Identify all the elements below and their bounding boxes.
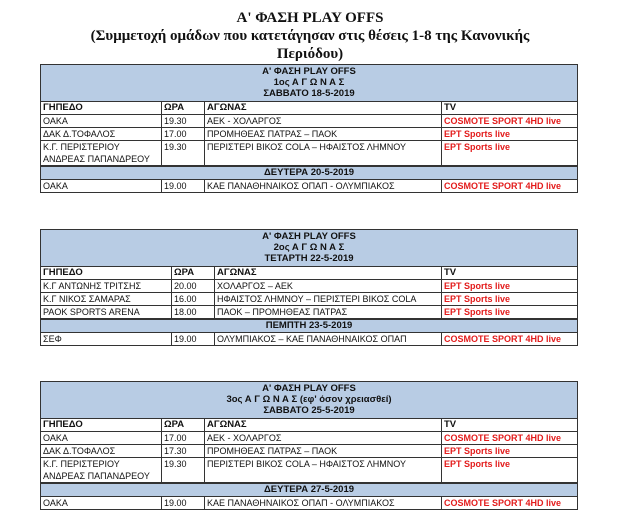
block-round: 1ος Α Γ Ω Ν Α Σ bbox=[273, 77, 345, 88]
col-venue: ΓΗΠΕΔΟ bbox=[41, 102, 162, 114]
header-subtitle-line2: Περιόδου) bbox=[276, 46, 344, 62]
block-heading bbox=[41, 382, 577, 419]
match-cell: ΠΑΟΚ – ΠΡΟΜΗΘΕΑΣ ΠΑΤΡΑΣ bbox=[215, 306, 442, 318]
time-cell: 19.00 bbox=[162, 180, 205, 192]
time-cell: 19.30 bbox=[162, 141, 205, 165]
tv-cell: COSMOTE SPORT 4HD live bbox=[444, 433, 562, 443]
col-time: ΩΡΑ bbox=[162, 102, 205, 114]
table-header-row bbox=[41, 267, 577, 280]
time-cell: 19.00 bbox=[162, 497, 205, 509]
table-row bbox=[41, 128, 577, 141]
table-row bbox=[41, 445, 577, 458]
time-cell: 17.00 bbox=[162, 128, 205, 140]
tv-cell: ΕΡΤ Sports live bbox=[444, 307, 511, 317]
venue-cell bbox=[41, 141, 162, 165]
tv-cell: COSMOTE SPORT 4HD live bbox=[444, 498, 562, 508]
table-row bbox=[41, 497, 577, 509]
col-tv: TV bbox=[444, 419, 457, 430]
match-cell: ΚΑΕ ΠΑΝΑΘΗΝΑΙΚΟΣ ΟΠΑΠ - ΟΛΥΜΠΙΑΚΟΣ bbox=[205, 497, 442, 509]
block-title: Α' ΦΑΣΗ PLAY OFFS bbox=[262, 231, 356, 242]
table-row bbox=[41, 280, 577, 293]
venue-cell: ΟΑΚΑ bbox=[41, 180, 162, 192]
table-row bbox=[41, 333, 577, 345]
col-venue: ΓΗΠΕΔΟ bbox=[41, 419, 162, 431]
match-cell: ΠΡΟΜΗΘΕΑΣ ΠΑΤΡΑΣ – ΠΑΟΚ bbox=[205, 128, 442, 140]
venue-cell: Κ.Γ ΑΝΤΩΝΗΣ ΤΡΙΤΣΗΣ bbox=[41, 280, 172, 292]
table-header-row bbox=[41, 419, 577, 432]
page-header bbox=[0, 10, 620, 63]
match-cell: ΠΕΡΙΣΤΕΡΙ ΒΙΚΟΣ COLA – ΗΦΑΙΣΤΟΣ ΛΗΜΝΟΥ bbox=[205, 458, 442, 482]
table-row bbox=[41, 293, 577, 306]
time-cell: 19.30 bbox=[162, 115, 205, 127]
time-cell: 16.00 bbox=[172, 293, 215, 305]
table-row bbox=[41, 141, 577, 166]
venue-cell: ΟΑΚΑ bbox=[41, 432, 162, 444]
venue-cell: ΔΑΚ Δ.ΤΟΦΑΛΟΣ bbox=[41, 445, 162, 457]
table-row bbox=[41, 180, 577, 192]
tv-cell: ΕΡΤ Sports live bbox=[444, 281, 511, 291]
venue-cell bbox=[41, 458, 162, 482]
tv-cell: ΕΡΤ Sports live bbox=[444, 142, 511, 152]
col-match: ΑΓΩΝΑΣ bbox=[215, 267, 442, 279]
match-cell: ΠΡΟΜΗΘΕΑΣ ΠΑΤΡΑΣ – ΠΑΟΚ bbox=[205, 445, 442, 457]
block-heading bbox=[41, 65, 577, 102]
block-day: ΣΑΒΒΑΤΟ 25-5-2019 bbox=[263, 405, 355, 416]
day-heading: ΠΕΜΠΤΗ 23-5-2019 bbox=[41, 319, 577, 333]
match-cell: ΧΟΛΑΡΓΟΣ – ΑΕΚ bbox=[215, 280, 442, 292]
col-match: ΑΓΩΝΑΣ bbox=[205, 102, 442, 114]
time-cell: 18.00 bbox=[172, 306, 215, 318]
col-tv: TV bbox=[444, 102, 457, 113]
tv-cell: ΕΡΤ Sports live bbox=[444, 459, 511, 469]
venue-cell: ΣΕΦ bbox=[41, 333, 172, 345]
header-subtitle-line1: (Συμμετοχή ομάδων που κατετάγησαν στις θέσεις 1-8 της Κανονικής bbox=[90, 28, 530, 44]
block-round: 3ος Α Γ Ω Ν Α Σ (εφ' όσον χρειασθεί) bbox=[226, 394, 392, 405]
col-tv: TV bbox=[444, 267, 457, 278]
table-row bbox=[41, 432, 577, 445]
tv-cell: COSMOTE SPORT 4HD live bbox=[444, 334, 562, 344]
match-cell: ΑΕΚ - ΧΟΛΑΡΓΟΣ bbox=[205, 432, 442, 444]
block-title: Α' ΦΑΣΗ PLAY OFFS bbox=[262, 66, 356, 77]
venue-line2: ΑΝΔΡΕΑΣ ΠΑΠΑΝΔΡΕΟΥ bbox=[43, 154, 150, 164]
time-cell: 17.30 bbox=[162, 445, 205, 457]
match-cell: ΠΕΡΙΣΤΕΡΙ ΒΙΚΟΣ COLA – ΗΦΑΙΣΤΟΣ ΛΗΜΝΟΥ bbox=[205, 141, 442, 165]
block-heading bbox=[41, 230, 577, 267]
block-title: Α' ΦΑΣΗ PLAY OFFS bbox=[262, 383, 356, 394]
table-header-row bbox=[41, 102, 577, 115]
table-row bbox=[41, 115, 577, 128]
tv-cell: ΕΡΤ Sports live bbox=[444, 129, 511, 139]
schedule-block-2 bbox=[40, 229, 578, 346]
match-cell: ΑΕΚ - ΧΟΛΑΡΓΟΣ bbox=[205, 115, 442, 127]
time-cell: 20.00 bbox=[172, 280, 215, 292]
venue-cell: ΟΑΚΑ bbox=[41, 115, 162, 127]
col-match: ΑΓΩΝΑΣ bbox=[205, 419, 442, 431]
day-heading: ΔΕΥΤΕΡΑ 27-5-2019 bbox=[41, 483, 577, 497]
tv-cell: ΕΡΤ Sports live bbox=[444, 446, 511, 456]
col-venue: ΓΗΠΕΔΟ bbox=[41, 267, 172, 279]
match-cell: ΚΑΕ ΠΑΝΑΘΗΝΑΙΚΟΣ ΟΠΑΠ - ΟΛΥΜΠΙΑΚΟΣ bbox=[205, 180, 442, 192]
venue-cell: ΟΑΚΑ bbox=[41, 497, 162, 509]
time-cell: 17.00 bbox=[162, 432, 205, 444]
venue-line1: Κ.Γ. ΠΕΡΙΣΤΕΡΙΟΥ bbox=[43, 142, 120, 152]
col-time: ΩΡΑ bbox=[172, 267, 215, 279]
table-row bbox=[41, 306, 577, 319]
block-day: ΣΑΒΒΑΤΟ 18-5-2019 bbox=[263, 88, 355, 99]
schedule-block-3 bbox=[40, 381, 578, 510]
venue-cell: ΔΑΚ Δ.ΤΟΦΑΛΟΣ bbox=[41, 128, 162, 140]
schedule-block-1 bbox=[40, 64, 578, 193]
tv-cell: COSMOTE SPORT 4HD live bbox=[444, 181, 562, 191]
tv-cell: ΕΡΤ Sports live bbox=[444, 294, 511, 304]
venue-cell: Κ.Γ ΝΙΚΟΣ ΣΑΜΑΡΑΣ bbox=[41, 293, 172, 305]
time-cell: 19.30 bbox=[162, 458, 205, 482]
day-heading: ΔΕΥΤΕΡΑ 20-5-2019 bbox=[41, 166, 577, 180]
venue-line2: ΑΝΔΡΕΑΣ ΠΑΠΑΝΔΡΕΟΥ bbox=[43, 471, 150, 481]
match-cell: ΟΛΥΜΠΙΑΚΟΣ – ΚΑΕ ΠΑΝΑΘΗΝΑΙΚΟΣ ΟΠΑΠ bbox=[215, 333, 442, 345]
table-row bbox=[41, 458, 577, 483]
venue-cell: PAOK SPORTS ARENA bbox=[41, 306, 172, 318]
venue-line1: Κ.Γ. ΠΕΡΙΣΤΕΡΙΟΥ bbox=[43, 459, 120, 469]
block-round: 2ος Α Γ Ω Ν Α Σ bbox=[273, 242, 345, 253]
tv-cell: COSMOTE SPORT 4HD live bbox=[444, 116, 562, 126]
block-day: ΤΕΤΑΡΤΗ 22-5-2019 bbox=[264, 253, 354, 264]
header-title: Α' ΦΑΣΗ PLAY OFFS bbox=[236, 10, 384, 26]
match-cell: ΗΦΑΙΣΤΟΣ ΛΗΜΝΟΥ – ΠΕΡΙΣΤΕΡΙ ΒΙΚΟΣ COLA bbox=[215, 293, 442, 305]
col-time: ΩΡΑ bbox=[162, 419, 205, 431]
time-cell: 19.00 bbox=[172, 333, 215, 345]
